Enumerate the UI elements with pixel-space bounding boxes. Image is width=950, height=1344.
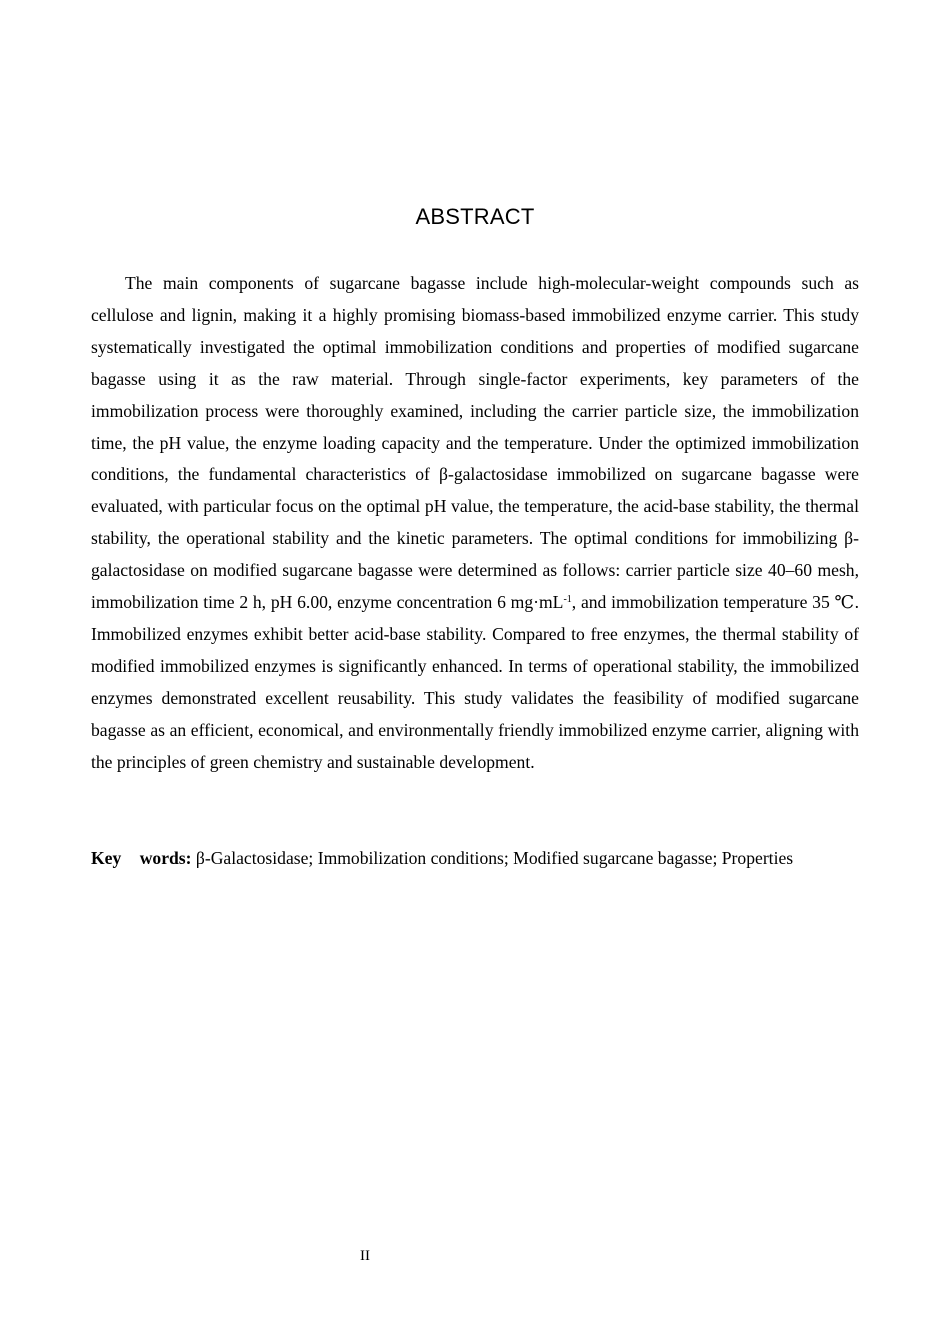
abstract-text-part1: The main components of sugarcane bagasse include high-molecular-weight compounds such as cellulose and lignin, making it a highly promising biomass-based immobilized enzyme carrier. This study systematically investigated the optimal immobilization conditions and properties of modified sugarcane bagasse using it as the raw material. Through single-factor experiments, key parameters of the immobilization process were thoroughly examined, including the carrier particle size, the immobilization time, the pH value, the enzyme loading capacity and the temperature. Under the optimized immobilization conditions, the fundamental characteristics of β-galactosidase immobilized on sugarcane bagasse were evaluated, with particular focus on the optimal pH value, the temperature, the acid-base stability, the thermal stability, the operational stability and the kinetic parameters. The optimal conditions for immobilizing β-galactosidase on modified sugarcane bagasse were determined as follows: carrier particle size 40–60 mesh, immobilization time 2 h, pH 6.00, enzyme concentration 6 mg·mL	[91, 273, 859, 613]
abstract-title: ABSTRACT	[415, 204, 535, 229]
unit-superscript: -1	[563, 594, 572, 606]
abstract-text-part2: , and immobilization temperature 35 ℃. Immobilized enzymes exhibit better acid-base stability. Compared to free enzymes, the thermal stability of modified immobilized enzymes is significantly enhanced. In terms of operational stability, the immobilized enzymes demonstrated excellent reusability. This study validates the feasibility of modified sugarcane bagasse as an efficient, economical, and environmentally friendly immobilized enzyme carrier, aligning with the principles of green chemistry and sustainable development.	[91, 592, 860, 772]
keywords-paragraph	[91, 842, 859, 874]
abstract-paragraph	[91, 268, 859, 779]
page-number: II	[360, 1248, 370, 1264]
keywords-label: Key words:	[91, 848, 192, 868]
keywords-text: β-Galactosidase; Immobilization conditions; Modified sugarcane bagasse; Properties	[195, 848, 794, 868]
